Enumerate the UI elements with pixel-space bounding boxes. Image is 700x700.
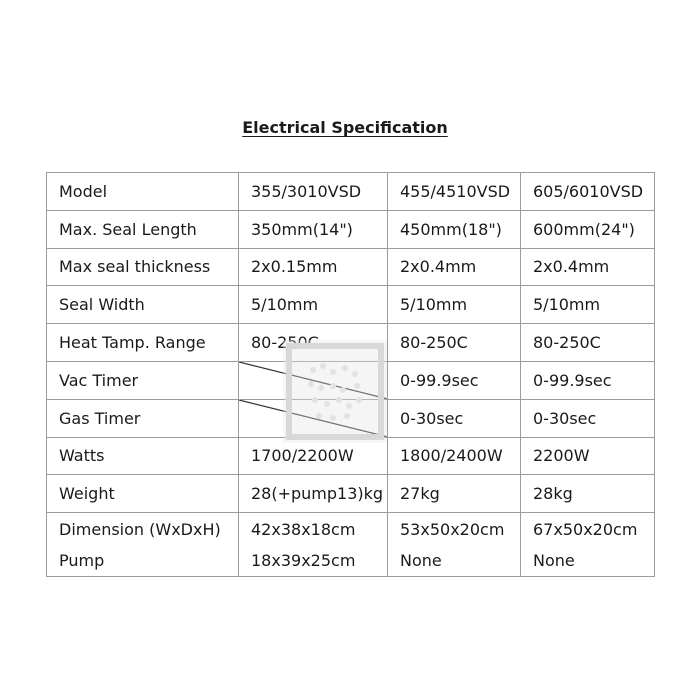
table-row	[47, 513, 655, 577]
row-label: Seal Width	[47, 286, 239, 324]
row-label-line: Dimension (WxDxH)	[59, 519, 221, 539]
table-cell: 5/10mm	[521, 286, 655, 324]
header-cell: Model	[47, 173, 239, 211]
row-label: Max seal thickness	[47, 248, 239, 286]
not-applicable-cell	[239, 361, 388, 399]
table-cell: 28kg	[521, 475, 655, 513]
table-row	[47, 399, 655, 437]
table-cell: 27kg	[388, 475, 521, 513]
table-cell	[521, 513, 655, 577]
diagonal-strike	[239, 400, 387, 437]
row-label-line: Pump	[59, 550, 105, 570]
table-cell: 2x0.15mm	[239, 248, 388, 286]
table-cell	[388, 513, 521, 577]
table-cell: 28(+pump13)kg	[239, 475, 388, 513]
table-cell: 0-30sec	[388, 399, 521, 437]
spec-table	[46, 172, 655, 577]
cell-line: 42x38x18cm	[251, 519, 356, 539]
table-row	[47, 210, 655, 248]
table-cell	[239, 513, 388, 577]
table-row	[47, 248, 655, 286]
not-applicable-cell	[239, 399, 388, 437]
header-cell: 605/6010VSD	[521, 173, 655, 211]
table-cell: 0-30sec	[521, 399, 655, 437]
cell-line: 53x50x20cm	[400, 519, 505, 539]
table-cell: 80-250C	[521, 324, 655, 362]
row-label	[47, 513, 239, 577]
header-cell: 355/3010VSD	[239, 173, 388, 211]
table-cell: 1700/2200W	[239, 437, 388, 475]
row-label: Vac Timer	[47, 361, 239, 399]
table-cell: 350mm(14")	[239, 210, 388, 248]
table-cell: 1800/2400W	[388, 437, 521, 475]
table-row	[47, 475, 655, 513]
table-row	[47, 324, 655, 362]
table-cell: 450mm(18")	[388, 210, 521, 248]
table-header-row	[47, 173, 655, 211]
table-cell: 80-250C	[239, 324, 388, 362]
diagonal-strike	[239, 362, 387, 399]
table-row	[47, 286, 655, 324]
header-cell: 455/4510VSD	[388, 173, 521, 211]
page-title: Electrical Specification	[242, 118, 448, 137]
cell-line: None	[400, 550, 442, 570]
table-cell: 2x0.4mm	[388, 248, 521, 286]
row-label: Weight	[47, 475, 239, 513]
cell-line: 18x39x25cm	[251, 550, 356, 570]
table-cell: 5/10mm	[239, 286, 388, 324]
row-label: Gas Timer	[47, 399, 239, 437]
table-cell: 600mm(24")	[521, 210, 655, 248]
row-label: Heat Tamp. Range	[47, 324, 239, 362]
table-cell: 80-250C	[388, 324, 521, 362]
row-label: Watts	[47, 437, 239, 475]
table-row	[47, 437, 655, 475]
table-cell: 0-99.9sec	[521, 361, 655, 399]
table-cell: 2x0.4mm	[521, 248, 655, 286]
table-cell: 5/10mm	[388, 286, 521, 324]
table-cell: 2200W	[521, 437, 655, 475]
cell-line: None	[533, 550, 575, 570]
table-row	[47, 361, 655, 399]
table-cell: 0-99.9sec	[388, 361, 521, 399]
cell-line: 67x50x20cm	[533, 519, 638, 539]
row-label: Max. Seal Length	[47, 210, 239, 248]
